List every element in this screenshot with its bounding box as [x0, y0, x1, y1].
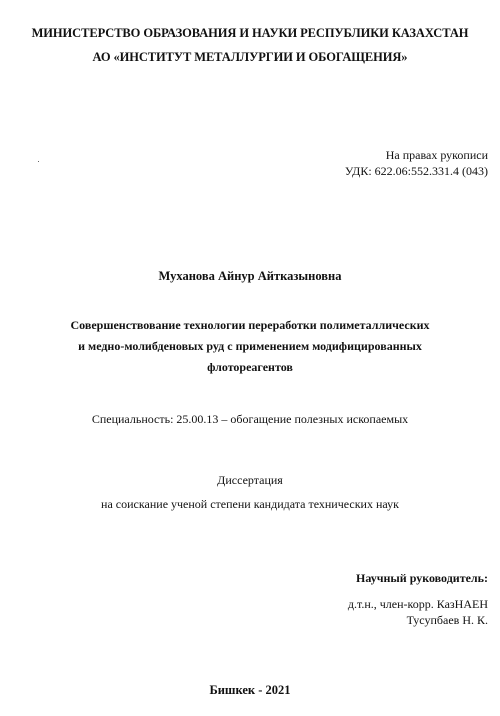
manuscript-rights: На правах рукописи — [385, 148, 488, 162]
supervisor-label: Научный руководитель: — [356, 571, 488, 585]
udc-code: УДК: 622.06:552.331.4 (043) — [344, 164, 488, 178]
city-year: Бишкек - 2021 — [209, 683, 291, 697]
thesis-title-line-2: и медно-молибденовых руд с применением модифицированных — [78, 339, 422, 353]
author-name: Муханова Айнур Айтказыновна — [158, 269, 342, 283]
institution-line-2: АО «ИНСТИТУТ МЕТАЛЛУРГИИ И ОБОГАЩЕНИЯ» — [92, 50, 408, 64]
thesis-title-line-3: флотореагентов — [207, 360, 293, 374]
supervisor-credentials: д.т.н., член-корр. КазНАЕН — [347, 597, 488, 611]
degree-description: на соискание ученой степени кандидата технических наук — [101, 497, 399, 511]
institution-line-1: МИНИСТЕРСТВО ОБРАЗОВАНИЯ И НАУКИ РЕСПУБЛИКИ КАЗАХСТАН — [31, 26, 469, 40]
specialty: Специальность: 25.00.13 – обогащение полезных ископаемых — [91, 412, 409, 426]
supervisor-name: Тусупбаев Н. К. — [406, 613, 488, 627]
thesis-title-line-1: Совершенствование технологии переработки полиметаллических — [70, 318, 430, 332]
scan-speck — [38, 161, 39, 162]
dissertation-label: Диссертация — [217, 473, 283, 487]
